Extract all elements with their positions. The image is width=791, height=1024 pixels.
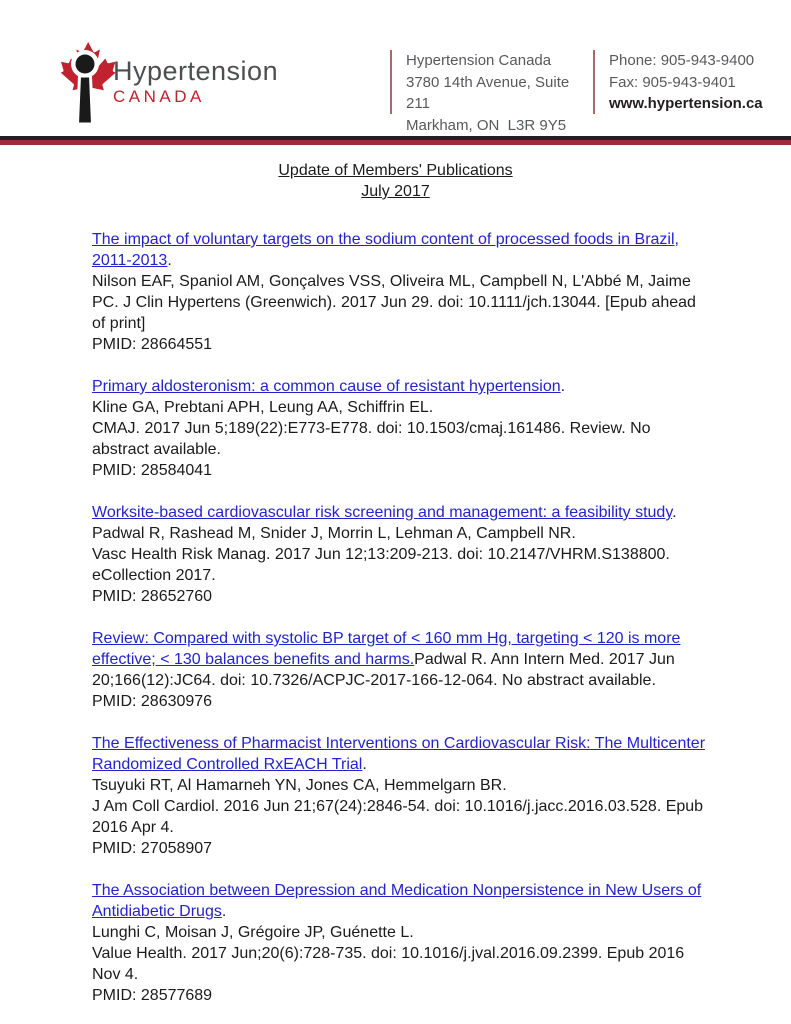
address-org: Hypertension Canada: [406, 52, 552, 69]
address-city: Markham, ON L3R 9Y5: [406, 116, 567, 134]
publication-citation: J Am Coll Cardiol. 2016 Jun 21;67(24):2846-54. doi: 10.1016/j.jacc.2016.03.528. Epub 2016 Apr 4.: [92, 798, 704, 836]
contact-block: [593, 50, 774, 114]
publication-title: [92, 502, 705, 523]
publication-citation: Vasc Health Risk Manag. 2017 Jun 12;13:209-213. doi: 10.2147/VHRM.S138800. eCollection 2017.: [92, 546, 670, 584]
header-divider-bar: [0, 136, 791, 145]
publication-title: [92, 229, 705, 271]
address-street: 3780 14th Avenue, Suite 211: [406, 73, 570, 112]
publications-list: [92, 229, 705, 1024]
publication-title-link[interactable]: The Association between Depression and Medication Nonpersistence in New Users of Antidiabetic Drugs: [92, 882, 702, 920]
publication-citation: CMAJ. 2017 Jun 5;189(22):E773-E778. doi: 10.1503/cmaj.161486. Review. No abstract available.: [92, 420, 651, 458]
publication-pmid: PMID: 28584041: [92, 462, 213, 479]
publication-pmid: PMID: 28630976: [92, 693, 213, 710]
fax-number: Fax: 905-943-9401: [609, 73, 736, 91]
publication-entry: [92, 502, 705, 607]
publication-title-link[interactable]: Primary aldosteronism: a common cause of resistant hypertension: [92, 378, 561, 395]
publication-title-link[interactable]: Worksite-based cardiovascular risk screening and management: a feasibility study: [92, 504, 673, 521]
publication-title-link[interactable]: The Effectiveness of Pharmacist Interventions on Cardiovascular Risk: The Multicenter Randomized Controlled RxEACH Trial: [92, 735, 706, 773]
publication-entry: [92, 880, 705, 1006]
publication-citation: Value Health. 2017 Jun;20(6):728-735. doi: 10.1016/j.jval.2016.09.2399. Epub 2016 Nov 4.: [92, 945, 685, 983]
title-period: .: [167, 252, 172, 269]
brand-country: CANADA: [113, 87, 205, 106]
publication-title: [92, 376, 705, 397]
document-title-line1: Update of Members' Publications: [278, 162, 513, 179]
document-title: [0, 160, 791, 202]
publication-title-link[interactable]: The impact of voluntary targets on the sodium content of processed foods in Brazil, 2011-2013: [92, 231, 679, 269]
hypertension-canada-logo: [55, 40, 315, 132]
publication-title: [92, 628, 705, 691]
title-period: .: [672, 504, 677, 521]
title-period: .: [362, 756, 367, 773]
publication-title-link[interactable]: Review: Compared with systolic BP target of < 160 mm Hg, targeting < 120 is more effective; < 130 balances benefits and harms.: [92, 630, 681, 668]
publication-pmid: PMID: 27058907: [92, 840, 213, 857]
inline-citation: Padwal R. Ann Intern Med. 2017 Jun 20;166(12):JC64. doi: 10.7326/ACPJC-2017-166-12-064. No abstract available.: [92, 651, 675, 689]
publication-entry: [92, 628, 705, 712]
divider-bar-red-stripe: [0, 140, 791, 145]
letterhead: [55, 40, 763, 134]
publication-title: [92, 880, 705, 922]
publication-title: [92, 733, 705, 775]
publication-pmid: PMID: 28664551: [92, 336, 213, 353]
publication-pmid: PMID: 28652760: [92, 588, 213, 605]
title-period: .: [221, 903, 227, 920]
publication-citation: Kline GA, Prebtani APH, Leung AA, Schiffrin EL.: [92, 399, 434, 416]
document-title-line2: July 2017: [361, 183, 430, 200]
website-url: www.hypertension.ca: [609, 95, 763, 112]
title-period: .: [560, 378, 566, 395]
brand-name: Hypertension: [113, 56, 279, 86]
publication-pmid: PMID: 28577689: [92, 987, 213, 1004]
publication-citation: Tsuyuki RT, Al Hamarneh YN, Jones CA, Hemmelgarn BR.: [92, 777, 507, 794]
publication-entry: [92, 229, 705, 355]
publication-citation: Lunghi C, Moisan J, Grégoire JP, Guénette L.: [92, 924, 414, 941]
publication-citation: Padwal R, Rashead M, Snider J, Morrin L, Lehman A, Campbell NR.: [92, 525, 576, 542]
address-block: [390, 50, 591, 134]
publication-entry: [92, 733, 705, 859]
publication-entry: [92, 376, 705, 481]
phone-number: Phone: 905-943-9400: [609, 52, 755, 69]
publication-citation: Nilson EAF, Spaniol AM, Gonçalves VSS, Oliveira ML, Campbell N, L'Abbé M, Jaime PC. J Clin Hypertens (Greenwich). 2017 Jun 29. doi: 10.1111/jch.13044. [Epub ahead of print]: [92, 273, 696, 332]
brand-wordmark: [113, 58, 278, 105]
